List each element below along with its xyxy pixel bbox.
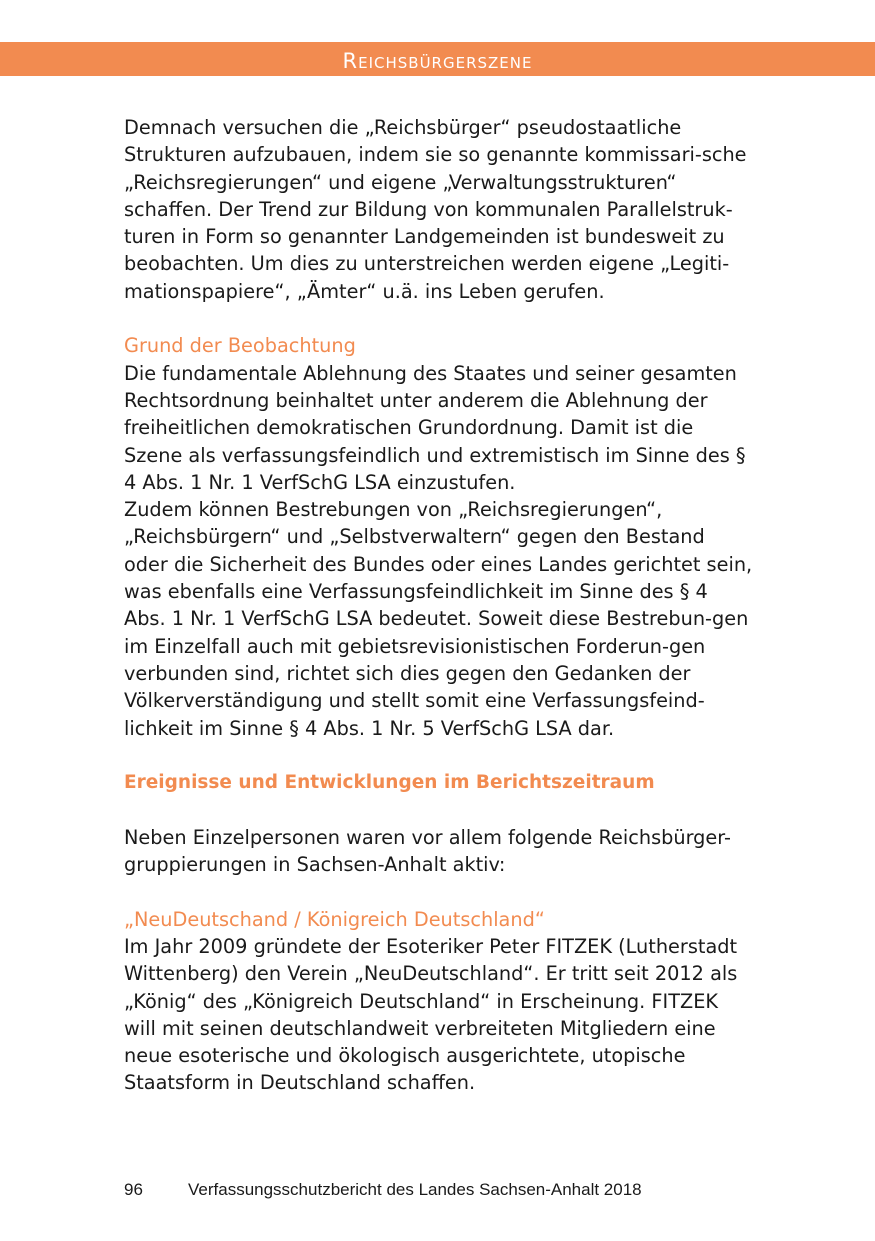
paragraph-grund-1: Die fundamentale Ablehnung des Staates und seiner gesamten Rechtsordnung beinhaltet unter anderem die Ablehnung der freiheitlichen demokratischen Grundordnung. Damit ist die Szene als verfassungsfeindlich und extremistisch im Sinne des § 4 Abs. 1 Nr. 1 VerfSchG LSA einzustufen. bbox=[124, 361, 746, 494]
subheading-ereignisse: Ereignisse und Entwicklungen im Berichtszeitraum bbox=[124, 772, 655, 794]
section-header-band bbox=[0, 42, 875, 76]
subheading-grund: Grund der Beobachtung bbox=[124, 334, 356, 358]
spacer bbox=[124, 742, 754, 769]
spacer bbox=[124, 796, 754, 823]
page-footer bbox=[124, 1180, 642, 1200]
spacer bbox=[124, 878, 754, 905]
intro-paragraph: Demnach versuchen die „Reichsbürger“ pseudostaatliche Strukturen aufzubauen, indem sie so genannte kommissari-sche „Reichsregierungen“ und eigene „Verwaltungsstrukturen“ schaffen. Der Trend zur Bildung von kommunalen Parallelstruk-turen in Form so genannter Landgemeinden ist bundesweit zu beobachten. Um dies zu unterstreichen werden eigene „Legiti-mationspapiere“, „Ämter“ u.ä. ins Leben gerufen. bbox=[124, 116, 747, 303]
section-title: Reichsbürgerszene bbox=[342, 49, 533, 73]
page-number: 96 bbox=[124, 1180, 143, 1199]
spacer bbox=[124, 305, 754, 332]
paragraph-grund-2: Zudem können Bestrebungen von „Reichsregierungen“, „Reichsbürgern“ und „Selbstverwaltern“ gegen den Bestand oder die Sicherheit des Bundes oder eines Landes gerichtet sein, was ebenfalls eine Verfassungsfeindlichkeit im Sinne des § 4 Abs. 1 Nr. 1 VerfSchG LSA bedeutet. Soweit diese Bestrebun-gen im Einzelfall auch mit gebietsrevisionistischen Forderun-gen verbunden sind, richtet sich dies gegen den Gedanken der Völkerverständigung und stellt somit eine Verfassungsfeind-lichkeit im Sinne § 4 Abs. 1 Nr. 5 VerfSchG LSA dar. bbox=[124, 498, 753, 740]
publication-title: Verfassungsschutzbericht des Landes Sachsen-Anhalt 2018 bbox=[188, 1180, 642, 1199]
main-content bbox=[124, 114, 754, 1097]
subheading-neudeutschland: „NeuDeutschand / Königreich Deutschland“ bbox=[124, 907, 545, 931]
paragraph-gruppierungen: Neben Einzelpersonen waren vor allem folgende Reichsbürger-gruppierungen in Sachsen-Anhalt aktiv: bbox=[124, 825, 731, 877]
paragraph-neudeutschland: Im Jahr 2009 gründete der Esoteriker Peter FITZEK (Lutherstadt Wittenberg) den Verein „NeuDeutschland“. Er tritt seit 2012 als „König“ des „Königreich Deutschland“ in Erscheinung. FITZEK will mit seinen deutschlandweit verbreiteten Mitgliedern eine neue esoterische und ökologisch ausgerichtete, utopische Staatsform in Deutschland schaffen. bbox=[124, 934, 738, 1095]
